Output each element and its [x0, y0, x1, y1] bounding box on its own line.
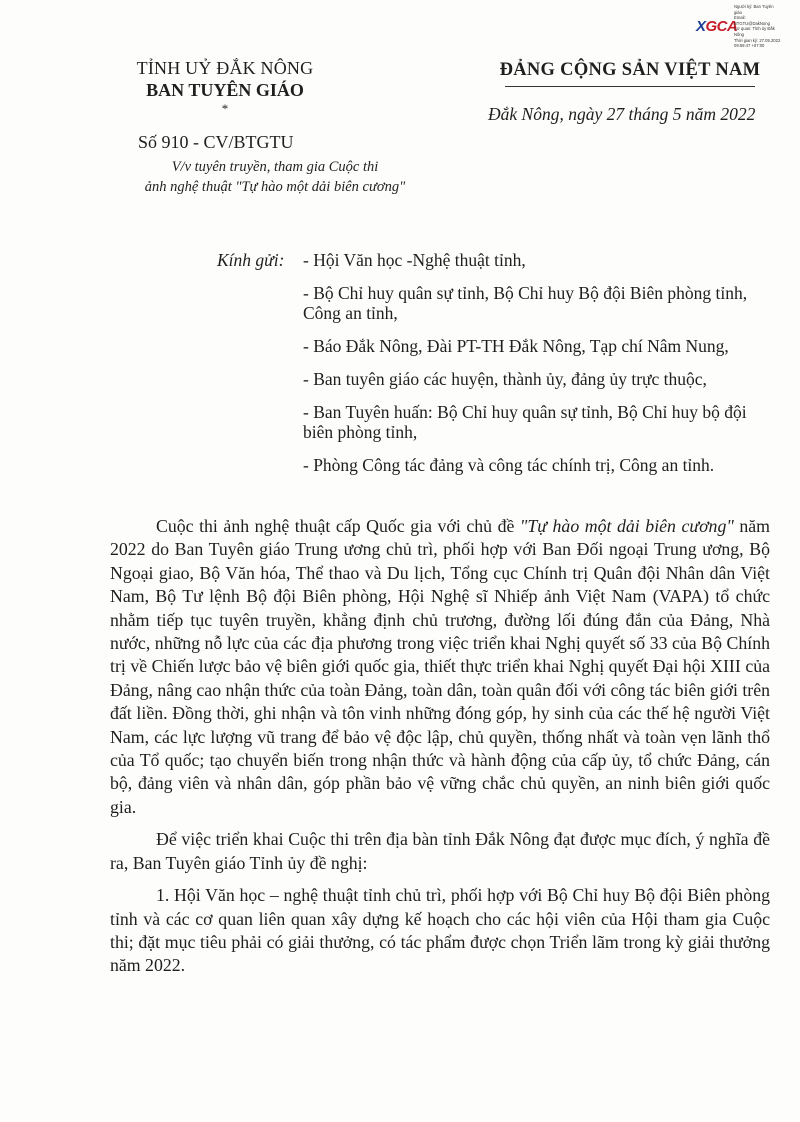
org-parent: TỈNH UỶ ĐẮK NÔNG: [136, 58, 314, 78]
recipient-item: - Bộ Chỉ huy quân sự tỉnh, Bộ Chỉ huy Bộ đội Biên phòng tỉnh, Công an tỉnh,: [303, 283, 748, 323]
recipient-item: - Ban tuyên giáo các huyện, thành ủy, đảng ủy trực thuộc,: [303, 369, 707, 389]
recipient-item: - Báo Đắk Nông, Đài PT-TH Đắk Nông, Tạp chí Nâm Nung,: [303, 336, 729, 356]
recipient-item: - Ban Tuyên huấn: Bộ Chỉ huy quân sự tỉnh, Bộ Chỉ huy bộ đội biên phòng tỉnh,: [303, 402, 747, 442]
paragraph-request: Để việc triển khai Cuộc thi trên địa bàn tỉnh Đắk Nông đạt được mục đích, ý nghĩa đề ra, Ban Tuyên giáo Tỉnh ủy đề nghị:: [110, 829, 770, 873]
org-name: BAN TUYÊN GIÁO: [146, 80, 304, 100]
digital-signature-stamp: [696, 4, 796, 56]
star-separator: *: [221, 101, 229, 116]
recipient-list: [303, 250, 773, 488]
document-body: [110, 515, 770, 987]
paragraph-contest-intro: Cuộc thi ảnh nghệ thuật cấp Quốc gia với chủ đề "Tự hào một dải biên cương" năm 2022 do Ban Tuyên giáo Trung ương chủ trì, phối hợp với Ban Đối ngoại Trung ương, Bộ Ngoại giao, Bộ Văn hóa, Thể thao và Du lịch, Tổng cục Chính trị Quân đội Nhân dân Việt Nam, Bộ Tư lệnh Bộ đội Biên phòng, Hội Nghệ sĩ Nhiếp ảnh Việt Nam (VAPA) tổ chức nhằm tiếp tục tuyên truyền, khẳng định chủ trương, đường lối đúng đắn của Đảng, Nhà nước, những nỗ lực của các địa phương trong việc triển khai Nghị quyết số 33 của Bộ Chính trị về Chiến lược bảo vệ biên giới quốc gia, thiết thực triển khai Nghị quyết Đại hội XIII của Đảng, nâng cao nhận thức của toàn Đảng, toàn dân, toàn quân đối với công tác biên giới trên đất liền. Đồng thời, ghi nhận và tôn vinh những đóng góp, hy sinh của các thế hệ người Việt Nam, các lực lượng vũ trang để bảo vệ độc lập, chủ quyền, thống nhất và toàn vẹn lãnh thổ của Tổ quốc; tạo chuyển biến trong nhận thức và hành động của cấp ủy, tổ chức Đảng, cán bộ, đảng viên và nhân dân, góp phần bảo vệ vững chắc chủ quyền, an ninh biên giới quốc gia.: [110, 516, 770, 817]
issuing-organization: [110, 58, 340, 117]
party-underline: [505, 86, 755, 87]
party-name: ĐẢNG CỘNG SẢN VIỆT NAM: [499, 60, 761, 80]
party-header: [470, 60, 790, 87]
signature-details: Người ký: Ban Tuyên giáo Email: BTGTU@DakNong Cơ quan: Tỉnh ủy Đắk Nông Thời gian ký: 27.05.2022 09:59:47 +07:00: [734, 4, 781, 49]
recipients-label: Kính gửi:: [217, 250, 285, 270]
document-number: Số 910 - CV/BTGTU: [138, 132, 294, 152]
recipient-item: - Hội Văn học -Nghệ thuật tỉnh,: [303, 250, 526, 270]
paragraph-item-1: 1. Hội Văn học – nghệ thuật tỉnh chủ trì, phối hợp với Bộ Chỉ huy Bộ đội Biên phòng tỉnh và các cơ quan liên quan xây dựng kế hoạch cho các hội viên của Hội tham gia Cuộc thi; đặt mục tiêu phải có giải thưởng, có tác phẩm được chọn Triển lãm trong kỳ giải thưởng năm 2022.: [110, 885, 770, 976]
vgca-logo: XGCA: [696, 18, 738, 35]
document-subject: V/v tuyên truyền, tham gia Cuộc thi ảnh nghệ thuật "Tự hào một dải biên cương": [144, 159, 406, 195]
contest-theme: "Tự hào một dải biên cương": [519, 516, 734, 536]
place-and-date: Đắk Nông, ngày 27 tháng 5 năm 2022: [488, 104, 756, 124]
recipient-item: - Phòng Công tác đảng và công tác chính trị, Công an tỉnh.: [303, 455, 715, 475]
